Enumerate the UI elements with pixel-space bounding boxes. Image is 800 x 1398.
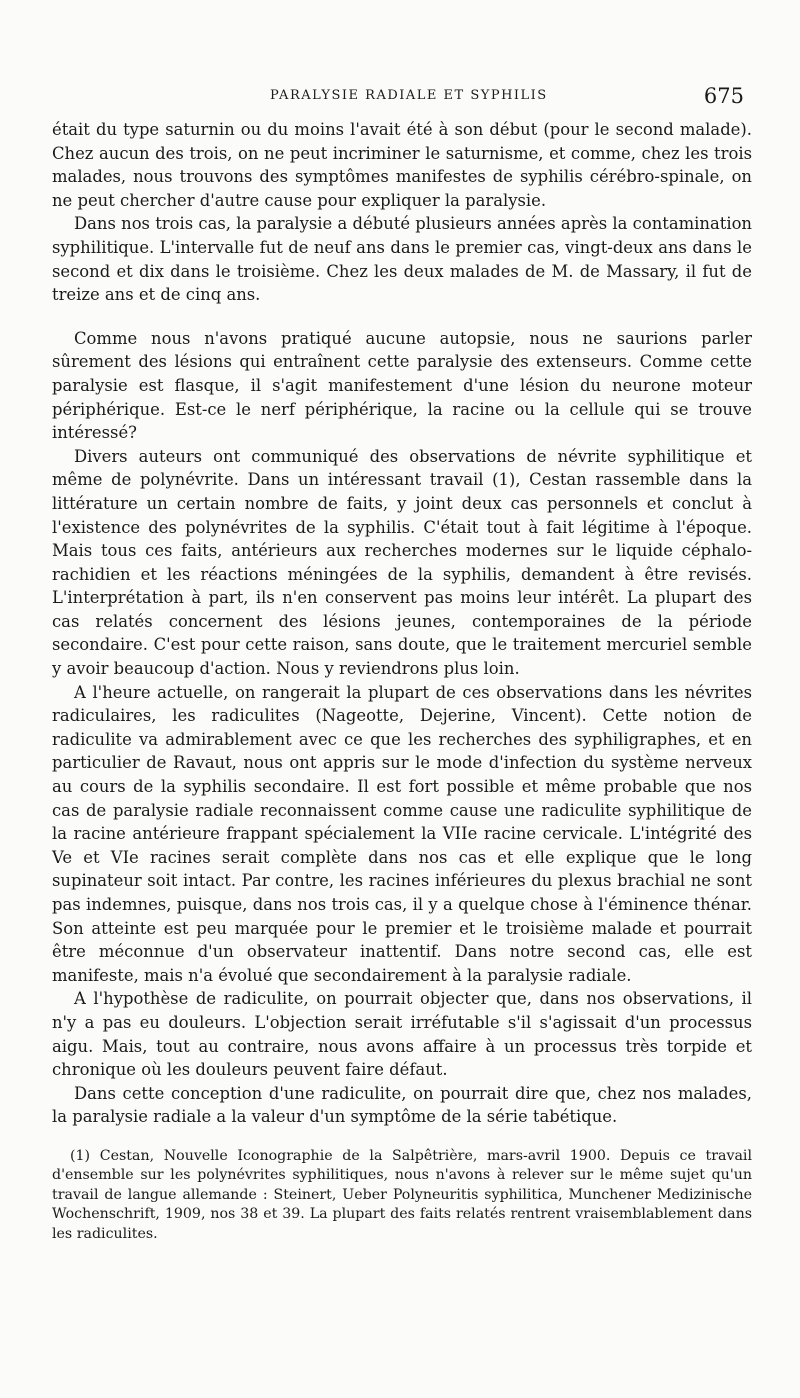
paragraph: Dans nos trois cas, la paralysie a débuté plusieurs années après la contamination syphilitique. L'intervalle fut de neuf ans dans le premier cas, vingt-deux ans dans le second et dix dans le troisième. Chez les deux malades de M. de Massary, il fut de treize ans et de cinq ans. <box>52 214 752 305</box>
paragraph: Comme nous n'avons pratiqué aucune autopsie, nous ne saurions parler sûrement des lésions qui entraînent cette paralysie des extenseurs. Comme cette paralysie est flasque, il s'agit manifestement d'une lésion du neurone moteur périphérique. Est-ce le nerf périphérique, la racine ou la cellule qui se trouve intéressé? <box>52 328 752 443</box>
paragraph: Divers auteurs ont communiqué des observations de névrite syphilitique et même de polynévrite. Dans un intéressant travail (1), Cestan rassemble dans la littérature un certain nombre de faits, y joint deux cas personnels et conclut à l'existence des polynévrites de la syphilis. C'était tout à fait légitime à l'époque. Mais tous ces faits, antérieurs aux recherches modernes sur le liquide céphalo-rachidien et les réactions méningées de la syphilis, demandent à être revisés. L'interprétation à part, ils n'en conservent pas moins leur intérêt. La plupart des cas relatés concernent des lésions jeunes, contemporaines de la période secondaire. C'est pour cette raison, sans doute, que le traitement mercuriel semble y avoir beaucoup d'action. Nous y reviendrons plus loin. <box>52 446 752 679</box>
page-number: 675 <box>703 84 744 108</box>
footnote-text: (1) Cestan, Nouvelle Iconographie de la Salpêtrière, mars-avril 1900. Depuis ce travail d'ensemble sur les polynévrites syphilitiques, nous n'avons à relever sur le même sujet qu'un travail de langue allemande : Steinert, Ueber Polyneuritis syphilitica, Munchener Medizinische Wochenschrift, 1909, nos 38 et 39. La plupart des faits relatés rentrent vraisemblablement dans les radiculites. <box>52 1147 752 1242</box>
paragraph: Dans cette conception d'une radiculite, on pourrait dire que, chez nos malades, la paralysie radiale a la valeur d'un symptôme de la série tabétique. <box>52 1083 752 1127</box>
paragraph: A l'heure actuelle, on rangerait la plupart de ces observations dans les névrites radiculaires, les radiculites (Nageotte, Dejerine, Vincent). Cette notion de radiculite va admirablement avec ce que les recherches des syphiligraphes, et en particulier de Ravaut, nous ont appris sur le mode d'infection du système nerveux au cours de la syphilis secondaire. Il est fort possible et même probable que nos cas de paralysie radiale reconnaissent comme cause une radiculite syphilitique de la racine antérieure frappant spécialement la VIIe racine cervicale. L'intégrité des Ve et VIe racines serait complète dans nos cas et elle explique que le long supinateur soit intact. Par contre, les racines inférieures du plexus brachial ne sont pas indemnes, puisque, dans nos trois cas, il y a quelque chose à l'éminence thénar. Son atteinte est peu marquée pour le premier et le troisième malade et pourrait être méconnue d'un observateur inattentif. Dans notre second cas, elle est manifeste, mais n'a évolué que secondairement à la paralysie radiale. <box>52 682 752 985</box>
running-title: PARALYSIE RADIALE ET SYPHILIS <box>270 88 548 103</box>
page-header <box>52 84 752 112</box>
paragraph: A l'hypothèse de radiculite, on pourrait objecter que, dans nos observations, il n'y a pas eu douleurs. L'objection serait irréfutable s'il s'agissait d'un processus aigu. Mais, tout au contraire, nous avons affaire à un processus très torpide et chronique où les douleurs peuvent faire défaut. <box>52 989 752 1080</box>
footnote <box>52 1147 752 1245</box>
book-page <box>52 84 752 1244</box>
body-text <box>52 118 752 1129</box>
paragraph: était du type saturnin ou du moins l'avait été à son début (pour le second malade). Chez aucun des trois, on ne peut incriminer le saturnisme, et comme, chez les trois malades, nous trouvons des symptômes manifestes de syphilis cérébro-spinale, on ne peut chercher d'autre cause pour expliquer la paralysie. <box>52 120 752 210</box>
